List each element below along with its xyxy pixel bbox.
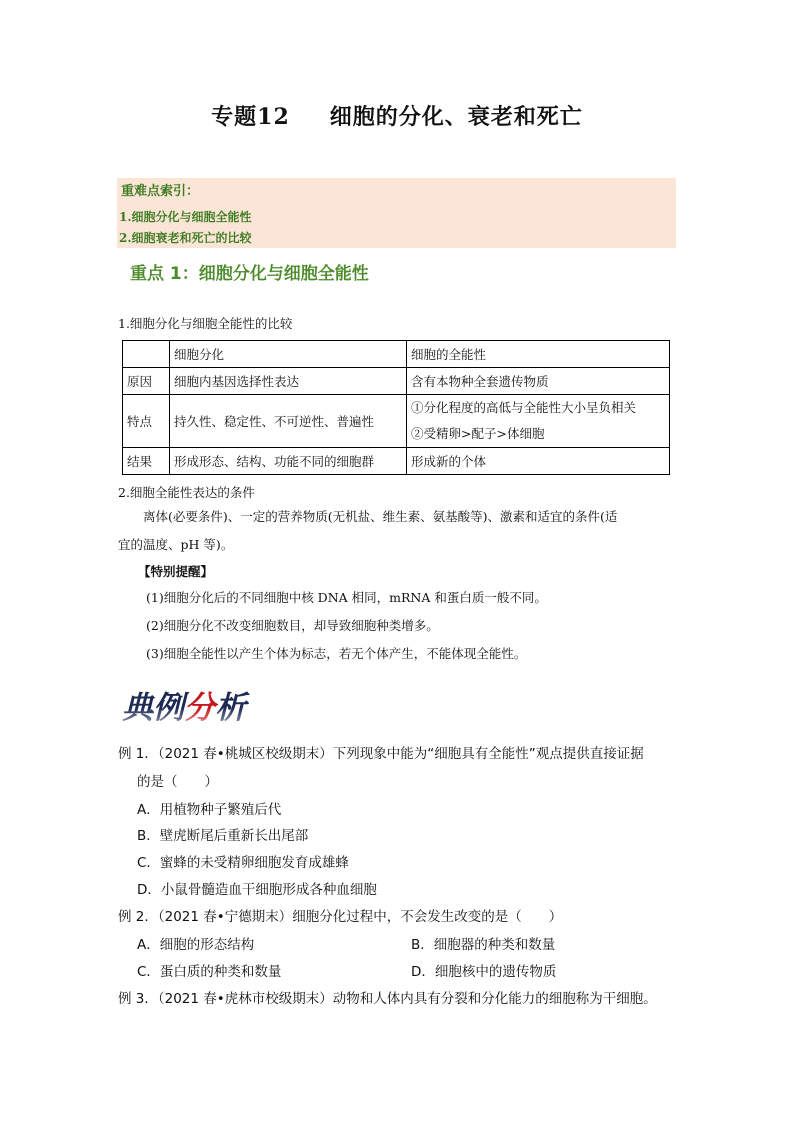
case-analysis-banner bbox=[120, 686, 280, 726]
table-header-cell: 细胞的全能性 bbox=[407, 341, 670, 368]
page-title bbox=[0, 100, 794, 131]
comparison-table bbox=[122, 340, 670, 475]
example-2-option-c[interactable]: C．蛋白质的种类和数量 bbox=[137, 964, 282, 980]
conditions-label: 2.细胞全能性表达的条件 bbox=[118, 485, 255, 500]
comparison-label: 1.细胞分化与细胞全能性的比较 bbox=[118, 316, 293, 331]
index-item-1: 1.细胞分化与细胞全能性 bbox=[119, 210, 252, 224]
example-2-option-a[interactable]: A．细胞的形态结构 bbox=[137, 937, 255, 953]
conditions-paragraph-line-2: 宜的温度、pH 等)。 bbox=[118, 537, 234, 552]
title-topic-name: 细胞的分化、衰老和死亡 bbox=[329, 104, 583, 130]
title-topic-number: 专题12 bbox=[211, 104, 290, 130]
key-points-index-box bbox=[117, 178, 676, 248]
example-1-option-a[interactable]: A．用植物种子繁殖后代 bbox=[137, 802, 282, 818]
conditions-paragraph-line-1: 离体(必要条件)、一定的营养物质(无机盐、维生素、氨基酸等)、激素和适宜的条件(适 bbox=[143, 509, 618, 524]
example-1-stem-line-2: 的是（ ） bbox=[137, 774, 218, 790]
table-row bbox=[123, 395, 670, 448]
reminder-item-3: (3)细胞全能性以产生个体为标志，若无个体产生，不能体现全能性。 bbox=[146, 646, 527, 661]
table-header-row bbox=[123, 341, 670, 368]
feature-line-1: ①分化程度的高低与全能性大小呈负相关 bbox=[411, 400, 637, 415]
table-cell: 持久性、稳定性、不可逆性、普遍性 bbox=[170, 395, 407, 448]
table-header-cell: 细胞分化 bbox=[170, 341, 407, 368]
row-label: 结果 bbox=[123, 448, 170, 475]
table-header-cell bbox=[123, 341, 170, 368]
table-row bbox=[123, 448, 670, 475]
table-cell: 形成新的个体 bbox=[407, 448, 670, 475]
index-heading: 重难点索引： bbox=[121, 184, 200, 199]
special-reminder-title: 【特别提醒】 bbox=[138, 564, 214, 579]
example-1-option-d[interactable]: D．小鼠骨髓造血干细胞形成各种血细胞 bbox=[137, 882, 377, 898]
table-row bbox=[123, 368, 670, 395]
example-1-option-c[interactable]: C．蜜蜂的未受精卵细胞发育成雄蜂 bbox=[137, 855, 349, 871]
reminder-item-1: (1)细胞分化后的不同细胞中核 DNA 相同，mRNA 和蛋白质一般不同。 bbox=[146, 590, 547, 605]
reminder-item-2: (2)细胞分化不改变细胞数目，却导致细胞种类增多。 bbox=[146, 618, 439, 633]
focus-section-title: 重点 1：细胞分化与细胞全能性 bbox=[130, 264, 369, 284]
example-1-option-b[interactable]: B．壁虎断尾后重新长出尾部 bbox=[137, 828, 309, 844]
row-label: 原因 bbox=[123, 368, 170, 395]
example-1-stem-line-1: 例 1．（2021 春•桃城区校级期末）下列现象中能为“细胞具有全能性”观点提供直接证据 bbox=[118, 746, 644, 762]
example-3-stem: 例 3．（2021 春•虎林市校级期末）动物和人体内具有分裂和分化能力的细胞称为干细胞。 bbox=[118, 991, 657, 1007]
feature-line-2: ②受精卵>配子>体细胞 bbox=[411, 426, 545, 441]
table-cell bbox=[407, 395, 670, 448]
example-2-option-b[interactable]: B．细胞器的种类和数量 bbox=[411, 937, 556, 953]
table-cell: 细胞内基因选择性表达 bbox=[170, 368, 407, 395]
index-item-2: 2.细胞衰老和死亡的比较 bbox=[119, 231, 252, 245]
example-2-option-d[interactable]: D．细胞核中的遗传物质 bbox=[411, 964, 557, 980]
table-cell: 形成形态、结构、功能不同的细胞群 bbox=[170, 448, 407, 475]
table-cell: 含有本物种全套遗传物质 bbox=[407, 368, 670, 395]
row-label: 特点 bbox=[123, 395, 170, 448]
example-2-stem: 例 2．（2021 春•宁德期末）细胞分化过程中，不会发生改变的是（ ） bbox=[118, 909, 563, 925]
